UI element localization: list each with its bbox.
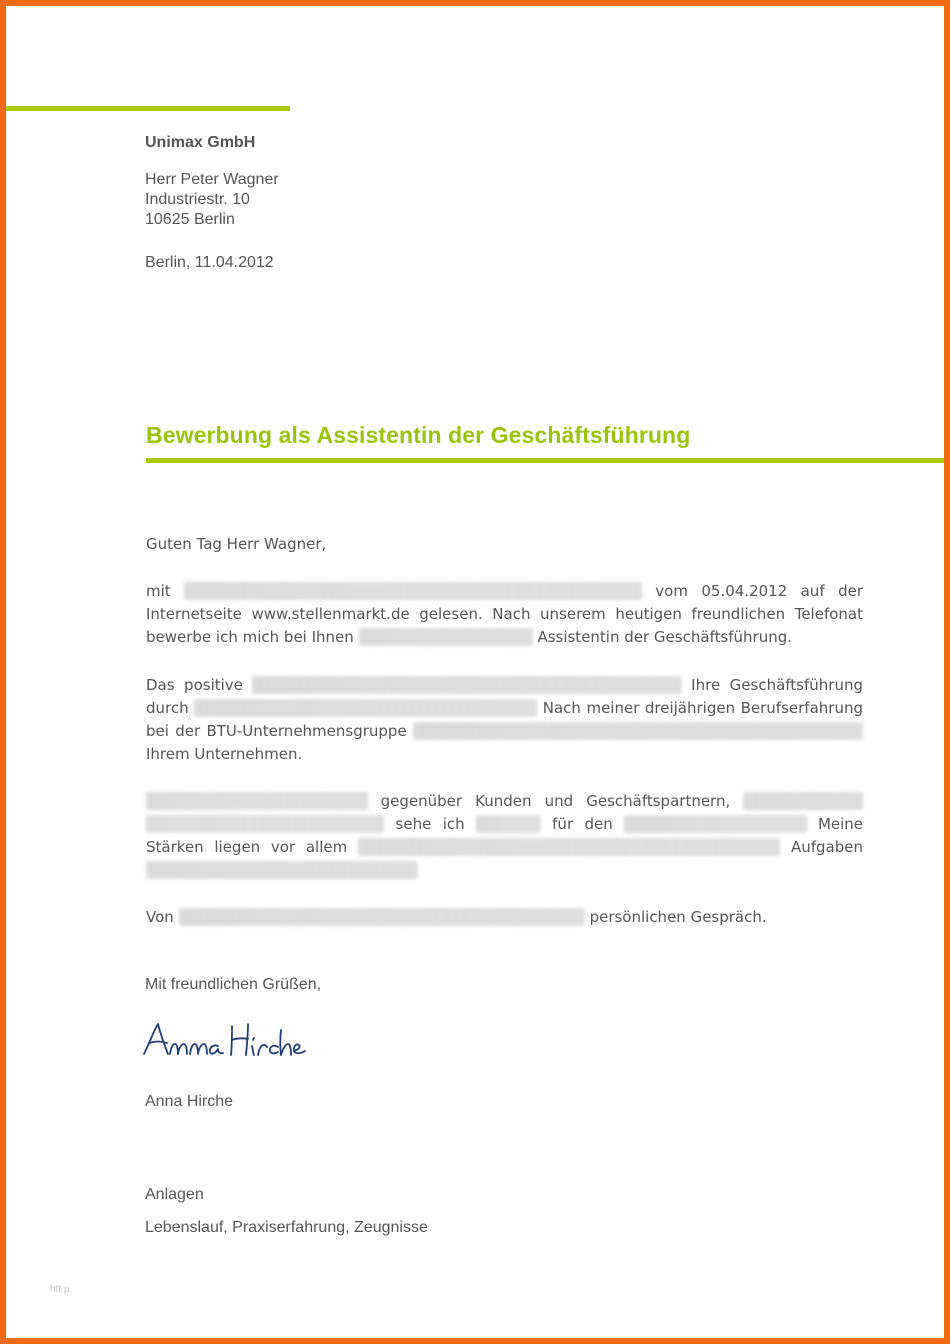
p1-text-a: mit [146, 582, 171, 600]
redacted-text [413, 722, 863, 740]
recipient-address [145, 170, 279, 230]
paragraph-1 [146, 580, 863, 649]
recipient-street: Industriestr. 10 [145, 191, 250, 208]
redacted-text [359, 628, 533, 646]
p2-text-c: Nach meiner dreijährigen Berufserfahrung bei der BTU-Unternehmensgruppe [146, 699, 863, 740]
p3-text-e: Aufgaben [790, 838, 863, 856]
place-date: Berlin, 11.04.2012 [145, 254, 274, 271]
p2-text-b: Ihre Geschäftsführung durch [146, 676, 863, 717]
salutation: Guten Tag Herr Wagner, [146, 535, 327, 553]
redacted-text [476, 815, 541, 833]
redacted-text [146, 792, 368, 810]
paragraph-4 [146, 906, 863, 929]
closing: Mit freundlichen Grüßen, [145, 976, 322, 993]
p1-text-b: vom 05.04.2012 auf der Internetseite www.stellenmarkt.de gelesen. Nach unserem heutigen freundlichen Telefonat bewerbe ich mich bei Ihnen [146, 582, 863, 646]
redacted-text [624, 815, 806, 833]
redacted-text [184, 582, 642, 600]
recipient-city: 10625 Berlin [145, 211, 235, 228]
paragraph-3 [146, 790, 863, 882]
handwritten-signature [140, 1016, 310, 1062]
redacted-text [358, 838, 780, 856]
top-accent-rule [6, 106, 290, 111]
attachments-list: Lebenslauf, Praxiserfahrung, Zeugnisse [145, 1219, 428, 1236]
p3-text-a: gegenüber Kunden und Geschäftspartnern, [380, 792, 731, 810]
faint-watermark: htt p [50, 1284, 70, 1295]
signature-caption: Anna Hirche [140, 1016, 146, 1017]
sender-name: Anna Hirche [145, 1093, 234, 1110]
subject-underline [146, 458, 944, 463]
redacted-text [194, 699, 537, 717]
letter-page [6, 6, 944, 1338]
company-name: Unimax GmbH [145, 134, 256, 151]
paragraph-2 [146, 674, 863, 766]
p4-text-a: Von [146, 908, 174, 926]
p2-text-a: Das positive [146, 676, 243, 694]
attachments-heading: Anlagen [145, 1186, 204, 1203]
recipient-name: Herr Peter Wagner [145, 171, 279, 188]
redacted-text [252, 676, 681, 694]
subject-line: Bewerbung als Assistentin der Geschäftsführung [146, 422, 691, 448]
p3-text-c: für den [552, 815, 613, 833]
redacted-text [146, 861, 418, 879]
p1-text-c: Assistentin der Geschäftsführung. [537, 628, 793, 646]
p3-text-d: Meine Stärken liegen vor allem [146, 815, 864, 856]
p3-text-b: sehe ich [395, 815, 465, 833]
redacted-text [179, 908, 585, 926]
p4-text-b: persönlichen Gespräch. [589, 908, 767, 926]
p2-text-d: Ihrem Unternehmen. [146, 745, 303, 763]
